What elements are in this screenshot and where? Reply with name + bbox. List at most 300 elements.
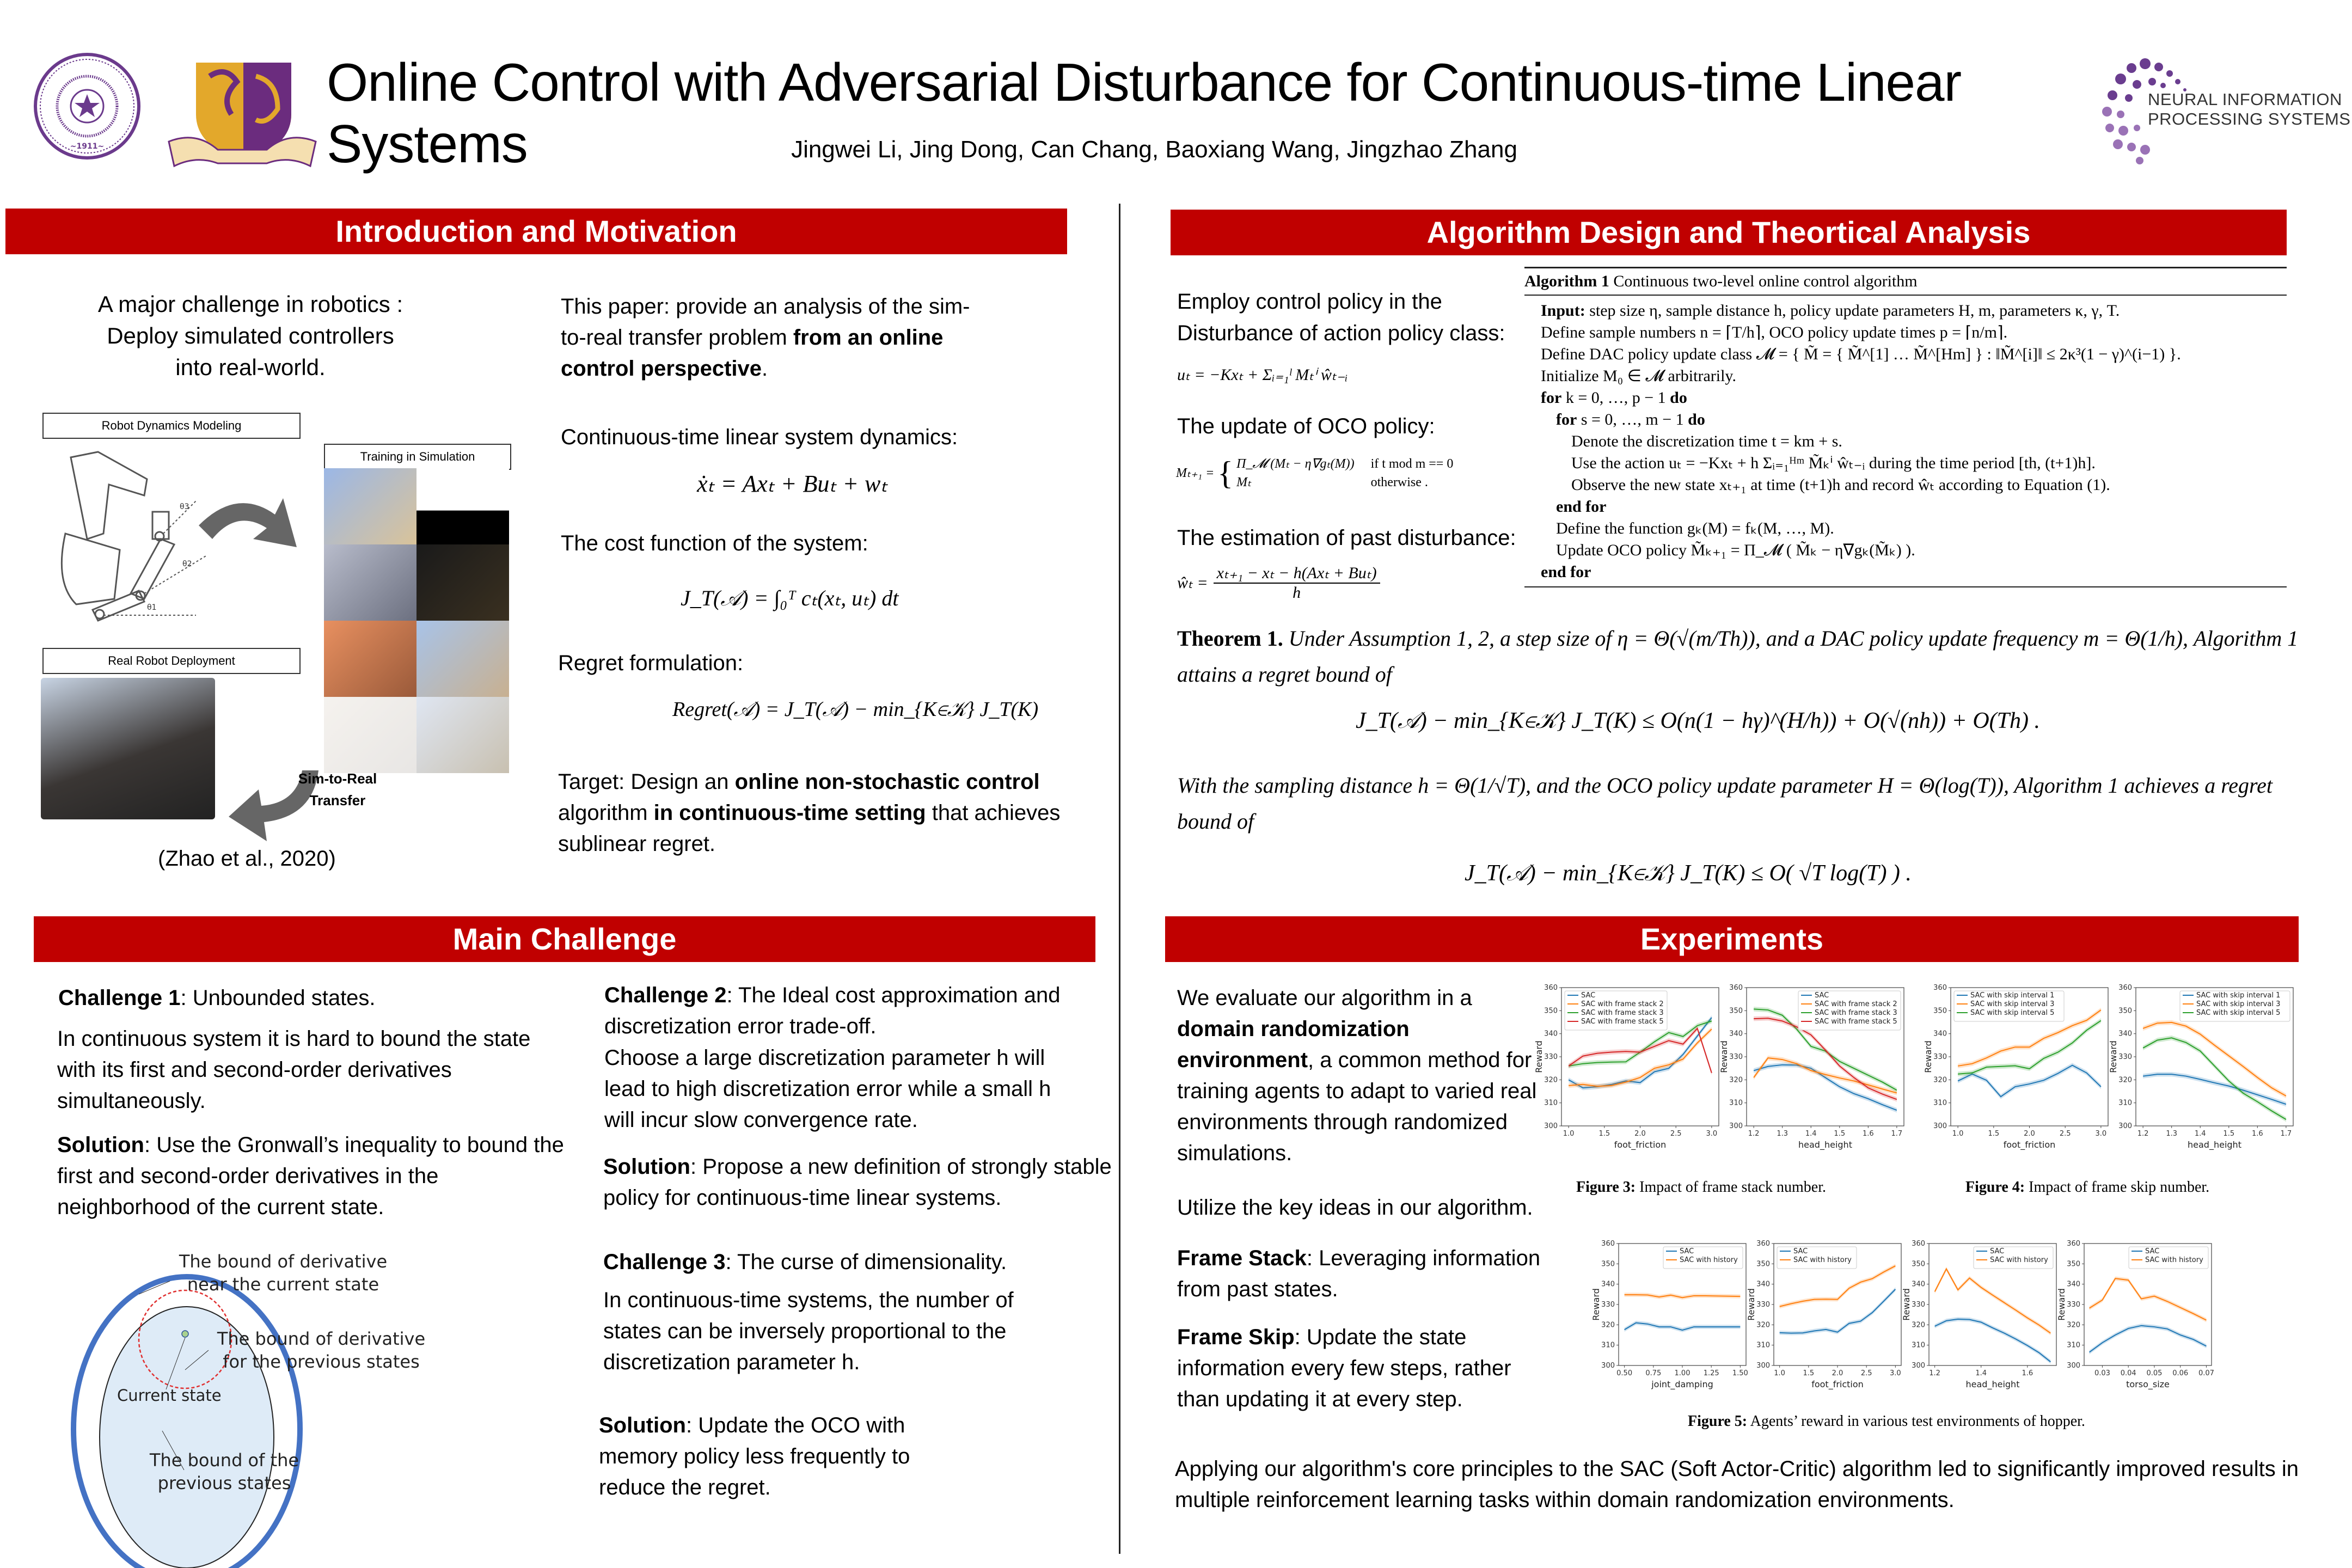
algo-keyword: do bbox=[1670, 389, 1687, 407]
y-tick-label: 330 bbox=[1912, 1301, 1925, 1309]
oco-update-equation bbox=[1176, 455, 1453, 492]
y-tick-label: 320 bbox=[1601, 1321, 1615, 1330]
y-tick-label: 320 bbox=[2118, 1076, 2132, 1085]
algo-step-text: Observe the new state xₜ₊₁ at time (t+1)h and record ŵₜ according to Equation (1). bbox=[1571, 476, 2110, 494]
x-tick-label: 1.3 bbox=[1777, 1130, 1788, 1138]
y-tick-label: 300 bbox=[1601, 1362, 1615, 1370]
frame-stack bbox=[1177, 1243, 1569, 1305]
legend-entry: SAC with skip interval 3 bbox=[1970, 1000, 2055, 1008]
intro-challenge-line: Deploy simulated controllers bbox=[107, 323, 394, 348]
theorem-label: Theorem 1. bbox=[1177, 626, 1283, 651]
y-tick-label: 340 bbox=[1729, 1030, 1743, 1038]
x-tick-label: 1.25 bbox=[1703, 1369, 1719, 1377]
oco-update-label: The update of OCO policy: bbox=[1177, 414, 1435, 438]
x-tick-label: 1.7 bbox=[1891, 1130, 1903, 1138]
label-prev-states: The bound of the bbox=[149, 1450, 299, 1471]
fig4-label: Figure 4: bbox=[1965, 1179, 2025, 1196]
y-tick-label: 310 bbox=[1601, 1341, 1615, 1350]
y-tick-label: 300 bbox=[1544, 1122, 1558, 1130]
x-tick-label: 1.7 bbox=[2280, 1130, 2292, 1138]
frame-skip-title: Frame Skip bbox=[1177, 1325, 1295, 1349]
challenge-3-title: Challenge 3 bbox=[603, 1250, 726, 1274]
legend-entry: SAC bbox=[1990, 1247, 2005, 1255]
challenge-2-text: : The Ideal cost approximation and discretization error trade-off. bbox=[604, 983, 1061, 1038]
algorithm-step bbox=[1541, 518, 2287, 540]
sim-render-tile bbox=[324, 697, 416, 773]
y-tick-label: 310 bbox=[1912, 1341, 1925, 1350]
y-tick-label: 330 bbox=[2118, 1053, 2132, 1061]
target-bold: in continuous-time setting bbox=[653, 801, 926, 825]
corollary-statement: With the sampling distance h = Θ(1/√T), and the OCO policy update parameter H = Θ(log(T)), Algorithm 1 achieves a regret bound of bbox=[1177, 773, 2273, 834]
y-tick-label: 360 bbox=[1933, 984, 1947, 992]
algo-title-text: Continuous two-level online control algorithm bbox=[1613, 272, 1918, 290]
algorithm-step bbox=[1541, 431, 2287, 452]
policy-class-label: Employ control policy in the Disturbance of action policy class: bbox=[1177, 290, 1505, 345]
y-tick-label: 350 bbox=[2067, 1260, 2080, 1269]
y-tick-label: 340 bbox=[1933, 1030, 1947, 1038]
y-tick-label: 350 bbox=[1601, 1260, 1615, 1269]
section-heading-experiments: Experiments bbox=[1165, 916, 2299, 962]
state-bound-diagram bbox=[54, 1230, 599, 1514]
solution-2-title: Solution bbox=[603, 1155, 690, 1179]
dynamics-label: Continuous-time linear system dynamics: bbox=[561, 425, 958, 449]
x-axis-label: head_height bbox=[2188, 1140, 2241, 1150]
x-tick-label: 3.0 bbox=[2095, 1130, 2107, 1138]
y-axis-label: Reward bbox=[1746, 1288, 1756, 1321]
x-tick-label: 2.5 bbox=[1860, 1369, 1872, 1377]
y-tick-label: 340 bbox=[2118, 1030, 2132, 1038]
y-tick-label: 320 bbox=[1544, 1076, 1558, 1085]
oco-eq-cond: if t mod m == 0 bbox=[1370, 457, 1454, 471]
sim-render-tile bbox=[416, 544, 509, 621]
theorem-bound-1: J_T(𝒜) − min_{K∈𝒦} J_T(K) ≤ O(n(1 − hγ)^(H/h)) + O(√(nh)) + O(Th) . bbox=[1356, 708, 2040, 733]
algo-step-text: Define sample numbers n = ⌈T/h⌉, OCO policy update times p = ⌈n/m⌉. bbox=[1541, 323, 2008, 341]
x-tick-label: 1.0 bbox=[1563, 1130, 1575, 1138]
solution-3 bbox=[599, 1410, 958, 1503]
algo-step-text: step size η, sample distance h, policy update parameters H, m, parameters κ, γ, T. bbox=[1585, 302, 2120, 320]
intro-challenge bbox=[44, 289, 457, 383]
y-tick-label: 320 bbox=[1729, 1076, 1743, 1085]
sim-render-tile bbox=[324, 468, 416, 544]
disturbance-estimation-equation bbox=[1177, 564, 1380, 602]
algorithm-title bbox=[1524, 268, 2287, 295]
x-tick-label: 1.6 bbox=[1862, 1130, 1874, 1138]
angle-label: θ1 bbox=[147, 603, 157, 612]
x-tick-label: 1.2 bbox=[1748, 1130, 1760, 1138]
est-eq-numerator: xₜ₊₁ − xₜ − h(Axₜ + Buₜ) bbox=[1214, 564, 1380, 584]
svg-text:~1911~: ~1911~ bbox=[70, 142, 105, 151]
theorem-corollary bbox=[1177, 768, 2299, 840]
figure-5-caption bbox=[1688, 1413, 2085, 1430]
x-tick-label: 2.0 bbox=[2024, 1130, 2035, 1138]
y-tick-label: 360 bbox=[1756, 1240, 1770, 1248]
algorithm-step bbox=[1541, 322, 2287, 344]
y-tick-label: 300 bbox=[1933, 1122, 1947, 1130]
legend-entry: SAC bbox=[2145, 1247, 2160, 1255]
legend-entry: SAC with history bbox=[2145, 1256, 2203, 1264]
legend-entry: SAC with skip interval 5 bbox=[1970, 1009, 2055, 1017]
oco-eq-case: Π_𝓜 (Mₜ − η∇gₜ(M)) bbox=[1236, 457, 1355, 471]
key-ideas: Utilize the key ideas in our algorithm. bbox=[1177, 1196, 1533, 1220]
x-tick-label: 1.5 bbox=[1803, 1369, 1815, 1377]
oco-eq-lhs: Mₜ₊₁ = bbox=[1176, 466, 1215, 480]
challenge-1-text: : Unbounded states. bbox=[180, 986, 376, 1010]
algo-step-text: k = 0, …, p − 1 bbox=[1561, 389, 1670, 407]
x-tick-label: 0.75 bbox=[1645, 1369, 1662, 1377]
solution-2 bbox=[603, 1152, 1115, 1214]
x-axis-label: head_height bbox=[1965, 1379, 2020, 1389]
y-axis-label: Reward bbox=[1719, 1040, 1729, 1073]
sim-render-tile bbox=[416, 468, 509, 544]
label-training-in-simulation: Training in Simulation bbox=[324, 444, 511, 470]
x-tick-label: 0.05 bbox=[2146, 1369, 2163, 1377]
y-tick-label: 360 bbox=[1729, 984, 1743, 992]
oco-eq-cond: otherwise . bbox=[1370, 475, 1428, 489]
y-tick-label: 360 bbox=[1912, 1240, 1925, 1248]
legend-entry: SAC with frame stack 2 bbox=[1581, 1000, 1664, 1008]
angle-label: θ2 bbox=[182, 560, 192, 568]
solution-1-title: Solution bbox=[57, 1133, 144, 1157]
regret-label: Regret formulation: bbox=[558, 651, 744, 675]
y-tick-label: 360 bbox=[1544, 984, 1558, 992]
fig4-text: Impact of frame skip number. bbox=[2025, 1179, 2210, 1196]
x-tick-label: 1.3 bbox=[2166, 1130, 2178, 1138]
x-axis-label: foot_friction bbox=[2003, 1140, 2056, 1150]
y-tick-label: 310 bbox=[1729, 1099, 1743, 1107]
oco-eq-case: Mₜ bbox=[1236, 475, 1252, 489]
y-tick-label: 320 bbox=[1933, 1076, 1947, 1085]
theorem-statement: Under Assumption 1, 2, a step size of η = Θ(√(m/Th)), and a DAC policy update frequency m = Θ(1/h), Algorithm 1 attains a regret bound of bbox=[1177, 626, 2299, 687]
x-axis-label: head_height bbox=[1798, 1140, 1852, 1150]
y-tick-label: 300 bbox=[1729, 1122, 1743, 1130]
solution-1-text: : Use the Gronwall’s inequality to bound the first and second-order derivatives in the neighborhood of the current state. bbox=[57, 1133, 564, 1219]
x-tick-label: 0.04 bbox=[2120, 1369, 2136, 1377]
neurips-line1: NEURAL INFORMATION bbox=[2148, 90, 2342, 109]
algorithm-step bbox=[1541, 452, 2287, 474]
robot-arm-sketch-icon bbox=[44, 446, 218, 626]
algo-bottom-rule bbox=[1524, 586, 2287, 587]
curved-arrow-right-icon bbox=[193, 487, 302, 564]
cost-function-equation: J_T(𝒜) = ∫₀ᵀ cₜ(xₜ, uₜ) dt bbox=[681, 586, 899, 610]
x-tick-label: 1.5 bbox=[2223, 1130, 2235, 1138]
label-near-current: The bound of derivative bbox=[179, 1251, 388, 1272]
challenge-2-title: Challenge 2 bbox=[604, 983, 727, 1007]
exp-intro-text: , a common method for training agents to adapt to varied real environments through randomized simulations. bbox=[1177, 1048, 1537, 1165]
experiments-intro bbox=[1177, 983, 1547, 1169]
y-tick-label: 330 bbox=[1756, 1301, 1770, 1309]
chart-fig3-foot-friction bbox=[1535, 980, 1723, 1160]
theorem-bound-2: J_T(𝒜) − min_{K∈𝒦} J_T(K) ≤ O( √T log(T) ) . bbox=[1465, 861, 1912, 886]
chart-fig4-foot-friction bbox=[1925, 980, 2112, 1160]
label-prev-derivative: The bound of derivative bbox=[217, 1328, 426, 1349]
algorithm-step bbox=[1541, 561, 2287, 583]
sim-render-tile bbox=[324, 621, 416, 697]
algo-keyword: Input: bbox=[1541, 302, 1585, 320]
y-tick-label: 300 bbox=[1756, 1362, 1770, 1370]
solution-3-title: Solution bbox=[599, 1413, 686, 1437]
x-tick-label: 2.0 bbox=[1634, 1130, 1646, 1138]
y-tick-label: 330 bbox=[2067, 1301, 2080, 1309]
algorithm-step bbox=[1541, 365, 2287, 387]
column-divider bbox=[1119, 204, 1120, 1554]
est-eq-fraction bbox=[1214, 564, 1380, 602]
legend-entry: SAC bbox=[1581, 991, 1596, 1000]
y-tick-label: 310 bbox=[1756, 1341, 1770, 1350]
legend-entry: SAC with frame stack 3 bbox=[1815, 1009, 1897, 1017]
x-tick-label: 2.0 bbox=[1832, 1369, 1843, 1377]
intro-challenge-line: A major challenge in robotics : bbox=[97, 291, 403, 317]
algorithm-step bbox=[1541, 387, 2287, 409]
x-tick-label: 3.0 bbox=[1890, 1369, 1901, 1377]
neurips-line2: PROCESSING SYSTEMS bbox=[2148, 109, 2351, 128]
legend-entry: SAC bbox=[1793, 1247, 1808, 1255]
algorithm-step bbox=[1541, 409, 2287, 431]
algo-step-text: Initialize M₀ ∈ 𝓜 arbitrarily. bbox=[1541, 367, 1736, 385]
chart-fig5-foot-friction bbox=[1748, 1236, 1906, 1399]
algo-keyword: end for bbox=[1541, 563, 1591, 581]
x-tick-label: 1.5 bbox=[1598, 1130, 1610, 1138]
solution-2-text: : Propose a new definition of strongly stable policy for continuous-time linear systems. bbox=[603, 1155, 1112, 1210]
x-tick-label: 0.03 bbox=[2094, 1369, 2110, 1377]
x-tick-label: 1.5 bbox=[1988, 1130, 2000, 1138]
x-axis-label: joint_damping bbox=[1651, 1379, 1713, 1389]
left-brace: { bbox=[1217, 455, 1234, 491]
x-axis-label: torso_size bbox=[2126, 1379, 2170, 1389]
est-eq-lhs: ŵₜ = bbox=[1177, 574, 1208, 592]
y-tick-label: 360 bbox=[2118, 984, 2132, 992]
x-tick-label: 1.4 bbox=[2194, 1130, 2206, 1138]
y-tick-label: 350 bbox=[2118, 1007, 2132, 1015]
y-tick-label: 300 bbox=[2067, 1362, 2080, 1370]
algorithm-step bbox=[1541, 300, 2287, 322]
intro-target bbox=[558, 767, 1102, 860]
simulation-renders-grid bbox=[324, 468, 509, 773]
exp-intro-text: We evaluate our algorithm in a bbox=[1177, 986, 1472, 1010]
dynamics-equation: ẋₜ = Axₜ + Buₜ + wₜ bbox=[697, 470, 888, 497]
legend-entry: SAC bbox=[1680, 1247, 1694, 1255]
paper-summary-text: This paper: provide an analysis of the sim-to-real transfer problem bbox=[561, 295, 970, 350]
oco-eq-cases bbox=[1236, 455, 1453, 492]
y-axis-label: Reward bbox=[2108, 1040, 2118, 1073]
y-tick-label: 330 bbox=[1729, 1053, 1743, 1061]
challenge-3-body: In continuous-time systems, the number of states can be inversely proportional to the discretization parameter h. bbox=[603, 1288, 1014, 1374]
legend-entry: SAC with skip interval 1 bbox=[2196, 991, 2281, 1000]
y-tick-label: 350 bbox=[1756, 1260, 1770, 1269]
solution-3-text: : Update the OCO with memory policy less frequently to reduce the regret. bbox=[599, 1413, 910, 1499]
algorithm-step bbox=[1541, 344, 2287, 365]
cost-function-label: The cost function of the system: bbox=[561, 531, 868, 555]
y-tick-label: 310 bbox=[2118, 1099, 2132, 1107]
real-robot-photo bbox=[41, 678, 215, 819]
y-tick-label: 330 bbox=[1544, 1053, 1558, 1061]
x-tick-label: 0.07 bbox=[2198, 1369, 2214, 1377]
x-tick-label: 1.2 bbox=[1929, 1369, 1940, 1377]
legend-entry: SAC with history bbox=[1680, 1256, 1738, 1264]
legend-entry: SAC bbox=[1815, 991, 1829, 1000]
x-tick-label: 1.00 bbox=[1674, 1369, 1690, 1377]
algorithm-step bbox=[1541, 474, 2287, 496]
poster-authors: Jingwei Li, Jing Dong, Can Chang, Baoxiang Wang, Jingzhao Zhang bbox=[791, 136, 1517, 163]
label-robot-dynamics-modeling: Robot Dynamics Modeling bbox=[42, 413, 301, 439]
label-real-robot-deployment: Real Robot Deployment bbox=[42, 648, 301, 674]
x-axis-label: foot_friction bbox=[1614, 1140, 1667, 1150]
policy-equation: uₜ = −Kxₜ + Σᵢ₌₁ˡ Mₜⁱ ŵₜ₋ᵢ bbox=[1177, 366, 1348, 384]
transfer-label-line2: Transfer bbox=[309, 792, 366, 808]
frame-stack-title: Frame Stack bbox=[1177, 1246, 1307, 1270]
section-heading-introduction: Introduction and Motivation bbox=[5, 209, 1067, 254]
y-tick-label: 330 bbox=[1933, 1053, 1947, 1061]
figure-citation: (Zhao et al., 2020) bbox=[158, 847, 336, 871]
y-tick-label: 360 bbox=[2067, 1240, 2080, 1248]
label-near-current: near the current state bbox=[187, 1274, 379, 1295]
label-prev-derivative: for the previous states bbox=[223, 1351, 420, 1372]
algo-step-text: Denote the discretization time t = km + s. bbox=[1571, 432, 1842, 450]
algo-step-text: Update OCO policy M̃ₖ₊₁ = Π_𝓜 ( M̃ₖ − η∇gₖ(M̃ₖ) ). bbox=[1556, 541, 1915, 559]
algorithm-step bbox=[1541, 540, 2287, 561]
sim-render-tile bbox=[416, 697, 509, 773]
algo-title-bold: Algorithm 1 bbox=[1524, 272, 1609, 290]
neurips-logo-text bbox=[2148, 90, 2350, 129]
legend-entry: SAC with skip interval 5 bbox=[2196, 1009, 2281, 1017]
y-tick-label: 350 bbox=[1729, 1007, 1743, 1015]
y-tick-label: 350 bbox=[1544, 1007, 1558, 1015]
paper-summary-end: . bbox=[762, 357, 768, 381]
x-tick-label: 1.5 bbox=[1834, 1130, 1846, 1138]
label-prev-states: previous states bbox=[157, 1473, 291, 1493]
x-tick-label: 0.06 bbox=[2172, 1369, 2189, 1377]
x-tick-label: 1.6 bbox=[2022, 1369, 2033, 1377]
paper-summary-bold: from an online control perspective bbox=[561, 326, 944, 381]
y-tick-label: 340 bbox=[1912, 1280, 1925, 1289]
x-tick-label: 1.50 bbox=[1732, 1369, 1748, 1377]
legend-entry: SAC with history bbox=[1793, 1256, 1852, 1264]
legend-entry: SAC with frame stack 5 bbox=[1581, 1018, 1664, 1026]
algo-step-text: Define the function gₖ(M) = fₖ(M, …, M). bbox=[1556, 519, 1834, 537]
challenge-3 bbox=[603, 1247, 1115, 1278]
x-tick-label: 0.50 bbox=[1616, 1369, 1633, 1377]
fig5-label: Figure 5: bbox=[1688, 1413, 1748, 1430]
tsinghua-university-seal-icon bbox=[33, 52, 142, 161]
x-tick-label: 2.5 bbox=[1670, 1130, 1682, 1138]
target-text: that achieves sublinear regret. bbox=[558, 801, 1061, 856]
y-tick-label: 340 bbox=[1756, 1280, 1770, 1289]
figure-3-caption bbox=[1576, 1179, 1826, 1196]
x-tick-label: 1.4 bbox=[1975, 1369, 1987, 1377]
legend-entry: SAC with frame stack 2 bbox=[1815, 1000, 1897, 1008]
fig5-text: Agents’ reward in various test environments of hopper. bbox=[1747, 1413, 2085, 1430]
legend-entry: SAC with history bbox=[1990, 1256, 2048, 1264]
algo-keyword: for bbox=[1541, 389, 1562, 407]
frame-skip-text: : Update the state information every few steps, rather than updating it at every step. bbox=[1177, 1325, 1511, 1411]
y-axis-label: Reward bbox=[1901, 1288, 1912, 1321]
chart-fig5-joint-damping bbox=[1592, 1236, 1750, 1399]
disturbance-estimation-label: The estimation of past disturbance: bbox=[1177, 526, 1516, 550]
algo-step-text: Define DAC policy update class 𝓜 = { M̃ = { M̃^[1] … M̃^[Hm] } : ‖M̃^[i]‖ ≤ 2κ³(1 − γ)^(i−1) }. bbox=[1541, 345, 2181, 363]
y-tick-label: 300 bbox=[1912, 1362, 1925, 1370]
chart-fig5-head-height bbox=[1903, 1236, 2061, 1399]
cuhk-crest-icon bbox=[163, 60, 321, 169]
y-tick-label: 320 bbox=[1912, 1321, 1925, 1330]
algorithm-step bbox=[1541, 496, 2287, 518]
challenge-2-body: Choose a large discretization parameter h will lead to high discretization error while a small h will incur slow convergence rate. bbox=[604, 1046, 1051, 1132]
x-axis-label: foot_friction bbox=[1811, 1379, 1864, 1389]
y-axis-label: Reward bbox=[2056, 1288, 2067, 1321]
y-tick-label: 310 bbox=[2067, 1341, 2080, 1350]
y-tick-label: 320 bbox=[1756, 1321, 1770, 1330]
sim-render-tile bbox=[416, 621, 509, 697]
challenge-1-title: Challenge 1 bbox=[58, 986, 181, 1010]
frame-skip bbox=[1177, 1322, 1547, 1415]
frame-stack-text: : Leveraging information from past states. bbox=[1177, 1246, 1541, 1301]
sim-render-tile bbox=[324, 544, 416, 621]
section-heading-algorithm: Algorithm Design and Theortical Analysis bbox=[1171, 210, 2287, 255]
x-tick-label: 1.2 bbox=[2137, 1130, 2149, 1138]
y-axis-label: Reward bbox=[1591, 1288, 1601, 1321]
algo-keyword: for bbox=[1556, 411, 1577, 428]
fig3-text: Impact of frame stack number. bbox=[1636, 1179, 1827, 1196]
legend-entry: SAC with frame stack 5 bbox=[1815, 1018, 1897, 1026]
section-heading-main-challenge: Main Challenge bbox=[34, 916, 1095, 962]
algo-keyword: end for bbox=[1556, 498, 1607, 516]
x-tick-label: 1.6 bbox=[2251, 1130, 2263, 1138]
challenge-3-text: : The curse of dimensionality. bbox=[725, 1250, 1007, 1274]
y-axis-label: Reward bbox=[1923, 1040, 1933, 1073]
y-tick-label: 300 bbox=[2118, 1122, 2132, 1130]
transfer-label-line1: Sim-to-Real bbox=[298, 770, 377, 787]
experiments-conclusion: Applying our algorithm's core principles to the SAC (Soft Actor-Critic) algorithm led to significantly improved results in multiple reinforcement learning tasks within domain randomization environments. bbox=[1175, 1457, 2299, 1512]
intro-challenge-line: into real-world. bbox=[175, 354, 326, 380]
algo-keyword: do bbox=[1688, 411, 1705, 428]
intro-paper-summary bbox=[561, 291, 985, 384]
target-text: Target: Design an bbox=[558, 770, 735, 794]
x-tick-label: 1.4 bbox=[1805, 1130, 1817, 1138]
y-tick-label: 340 bbox=[1544, 1030, 1558, 1038]
y-tick-label: 350 bbox=[1912, 1260, 1925, 1269]
x-tick-label: 3.0 bbox=[1706, 1130, 1718, 1138]
legend-entry: SAC with frame stack 3 bbox=[1581, 1009, 1664, 1017]
y-tick-label: 340 bbox=[1601, 1280, 1615, 1289]
label-current-state: Current state bbox=[117, 1386, 222, 1405]
x-tick-label: 1.0 bbox=[1952, 1130, 1964, 1138]
y-axis-label: Reward bbox=[1534, 1040, 1544, 1073]
algo-step-text: Use the action uₜ = −Kxₜ + h Σᵢ₌₁ᴴᵐ M̃ₖⁱ ŵₜ₋ᵢ during the time period [th, (t+1)h]. bbox=[1571, 454, 2096, 472]
y-tick-label: 310 bbox=[1933, 1099, 1947, 1107]
angle-label: θ3 bbox=[180, 503, 189, 511]
figure-4-caption bbox=[1965, 1179, 2209, 1196]
regret-equation: Regret(𝒜) = J_T(𝒜) − min_{K∈𝒦} J_T(K) bbox=[672, 698, 1039, 721]
fig3-label: Figure 3: bbox=[1576, 1179, 1636, 1196]
target-text: algorithm bbox=[558, 801, 654, 825]
poster-title: Online Control with Adversarial Disturbance for Continuous-time Linear Systems bbox=[327, 52, 1962, 174]
chart-fig4-head-height bbox=[2110, 980, 2298, 1160]
solution-1 bbox=[57, 1130, 574, 1223]
algorithm-box bbox=[1524, 267, 2287, 587]
y-tick-label: 330 bbox=[1601, 1301, 1615, 1309]
x-tick-label: 1.0 bbox=[1774, 1369, 1785, 1377]
legend-entry: SAC with skip interval 1 bbox=[1970, 991, 2055, 1000]
exp-intro-bold: domain randomization environment bbox=[1177, 1017, 1410, 1072]
challenge-1-body: In continuous system it is hard to bound the state with its first and second-order derivatives simultaneously. bbox=[57, 1027, 531, 1113]
y-tick-label: 360 bbox=[1601, 1240, 1615, 1248]
algo-step-text: s = 0, …, m − 1 bbox=[1577, 411, 1688, 428]
current-state-dot bbox=[182, 1331, 188, 1337]
chart-fig5-torso-size bbox=[2058, 1236, 2216, 1399]
challenge-2 bbox=[604, 980, 1078, 1042]
y-tick-label: 310 bbox=[1544, 1099, 1558, 1107]
y-tick-label: 340 bbox=[2067, 1280, 2080, 1289]
chart-fig3-head-height bbox=[1720, 980, 1908, 1160]
est-eq-denominator: h bbox=[1293, 584, 1301, 602]
